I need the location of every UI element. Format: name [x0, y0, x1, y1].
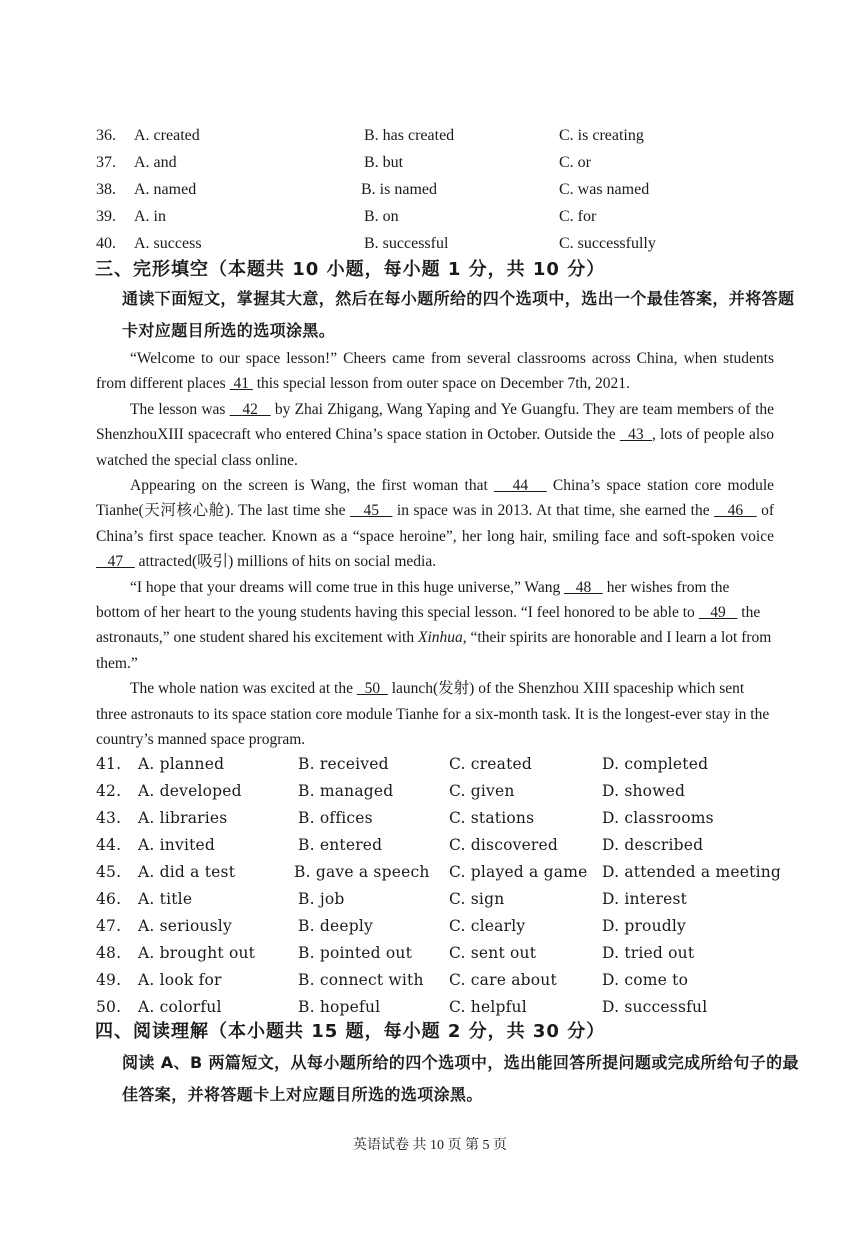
passage-text: of China’s first space teacher. Known as a “space heroine”, her long hair, smiling face and soft-spoken voice [96, 502, 775, 545]
blank-49: 49 [698, 604, 738, 622]
passage-text: The lesson was [130, 400, 230, 418]
passage-text: Appearing on the screen is Wang, the first woman that [130, 477, 494, 495]
option-c: C. given [449, 782, 515, 800]
option-c: C. is creating [559, 127, 644, 144]
option-c: C. helpful [449, 998, 527, 1016]
option-d: D. showed [602, 782, 686, 800]
question-number: 41. [96, 755, 122, 773]
cloze-passage [96, 346, 774, 753]
option-a: A. in [134, 208, 166, 225]
question-number: 37. [96, 154, 116, 171]
option-c: C. for [559, 208, 597, 225]
question-number: 36. [96, 127, 116, 144]
option-c: C. sign [449, 890, 505, 908]
option-b: B. has created [364, 127, 455, 144]
question-number: 50. [96, 998, 122, 1016]
passage-text: launch(发射) of the Shenzhou XIII spaceship which sent three astronauts to its space station core module Tianhe for a six-month task. It is the longest-ever stay in the country’s manned space program. [96, 680, 770, 749]
passage-text: China’s space station core module Tianhe(天河核心舱). The last time she [96, 477, 775, 520]
option-d: D. proudly [602, 917, 687, 935]
passage-text: this special lesson from outer space on December 7th, 2021. [252, 375, 630, 393]
option-d: D. tried out [602, 944, 695, 962]
option-b: B. hopeful [298, 998, 381, 1016]
option-b: B. offices [298, 809, 373, 827]
option-c: C. successfully [559, 235, 656, 252]
blank-42: 42 [229, 400, 271, 418]
option-a: A. did a test [138, 863, 236, 881]
option-d: D. described [602, 836, 704, 854]
option-d: D. successful [602, 998, 708, 1016]
option-a: A. look for [138, 971, 222, 989]
blank-43: 43 [619, 426, 652, 444]
option-b: B. entered [298, 836, 383, 854]
passage-text: “I hope that your dreams will come true in this huge universe,” Wang [130, 578, 565, 596]
passage-paragraph-2 [96, 397, 774, 473]
option-a: A. colorful [138, 998, 222, 1016]
option-d: D. attended a meeting [602, 863, 782, 881]
option-a: A. invited [138, 836, 216, 854]
passage-text: attracted(吸引) millions of hits on social media. [134, 553, 437, 571]
option-a: A. brought out [138, 944, 256, 962]
option-b: B. pointed out [298, 944, 413, 962]
section-3-instruction: 通读下面短文，掌握其大意，然后在每小题所给的四个选项中，选出一个最佳答案，并将答题卡对应题目所选的选项涂黑。 [122, 289, 795, 340]
option-a: A. named [134, 181, 197, 198]
option-b: B. gave a speech [294, 863, 430, 881]
question-number: 44. [96, 836, 122, 854]
question-number: 47. [96, 917, 122, 935]
passage-paragraph-5 [96, 676, 774, 752]
option-d: D. completed [602, 755, 709, 773]
option-c: C. was named [559, 181, 650, 198]
option-a: A. developed [138, 782, 242, 800]
option-d: D. come to [602, 971, 689, 989]
option-b: B. successful [364, 235, 449, 252]
passage-text: , lots of people also watched the special class online. [96, 426, 775, 469]
passage-text: by Zhai Zhigang, Wang Yaping and Ye Guangfu. They are team members of the ShenzhouXIII spacecraft who entered China’s space station in October. Outside the [96, 400, 775, 444]
question-number: 48. [96, 944, 122, 962]
question-number: 49. [96, 971, 122, 989]
passage-text: the astronauts,” one student shared his excitement with [96, 604, 761, 647]
blank-44: 44 [493, 477, 547, 495]
option-c: C. care about [449, 971, 557, 989]
option-b: B. managed [298, 782, 394, 800]
question-number: 42. [96, 782, 122, 800]
option-b: B. is named [361, 181, 437, 198]
option-c: C. sent out [449, 944, 537, 962]
passage-text: in space was in 2013. At that time, she earned the [392, 502, 715, 520]
option-a: A. planned [138, 755, 225, 773]
question-number: 45. [96, 863, 122, 881]
option-b: B. deeply [298, 917, 373, 935]
xinhua-italic: Xinhua [417, 629, 463, 647]
option-b: B. but [364, 154, 404, 171]
passage-paragraph-3 [96, 473, 774, 575]
question-number: 46. [96, 890, 122, 908]
question-number: 39. [96, 208, 116, 225]
option-c: C. stations [449, 809, 535, 827]
option-c: C. clearly [449, 917, 526, 935]
option-a: A. and [134, 154, 177, 171]
blank-41: 41 [229, 375, 253, 393]
section-4-title: 四、阅读理解（本小题共 15 题，每小题 2 分，共 30 分） [95, 1021, 606, 1042]
option-c: C. played a game [449, 863, 588, 881]
question-number: 38. [96, 181, 116, 198]
page-footer: 英语试卷 共 10 页 第 5 页 [353, 1138, 507, 1153]
option-c: C. discovered [449, 836, 559, 854]
passage-paragraph-1 [96, 346, 774, 397]
section-4-instruction: 阅读 A、B 两篇短文，从每小题所给的四个选项中，选出能回答所提问题或完成所给句子的最佳答案，并将答题卡上对应题目所选的选项涂黑。 [122, 1053, 799, 1104]
section-3-title: 三、完形填空（本题共 10 小题，每小题 1 分，共 10 分） [95, 259, 606, 280]
passage-text: “Welcome to our space lesson!” Cheers came from several classrooms across China, when students from different places [96, 350, 774, 393]
option-a: A. title [138, 890, 193, 908]
blank-45: 45 [349, 502, 393, 520]
option-d: D. interest [602, 890, 688, 908]
option-b: B. received [298, 755, 389, 773]
blank-47: 47 [96, 553, 135, 571]
blank-46: 46 [714, 502, 757, 520]
blank-50: 50 [356, 680, 388, 698]
option-c: C. created [449, 755, 532, 773]
question-number: 43. [96, 809, 122, 827]
option-a: A. success [134, 235, 202, 252]
option-b: B. on [364, 208, 399, 225]
option-c: C. or [559, 154, 591, 171]
passage-text: The whole nation was excited at the [130, 680, 357, 698]
passage-paragraph-4 [96, 575, 774, 677]
option-a: A. libraries [138, 809, 228, 827]
passage-text: , “their spirits are honorable and I learn a lot from them.” [96, 629, 772, 672]
option-b: B. job [298, 890, 345, 908]
passage-text: her wishes from the bottom of her heart to the young students having this special lesson. “I feel honored to be able to [96, 578, 730, 622]
option-b: B. connect with [298, 971, 424, 989]
question-number: 40. [96, 235, 116, 252]
option-d: D. classrooms [602, 809, 714, 827]
option-a: A. seriously [138, 917, 232, 935]
blank-48: 48 [564, 578, 603, 596]
option-a: A. created [134, 127, 200, 144]
